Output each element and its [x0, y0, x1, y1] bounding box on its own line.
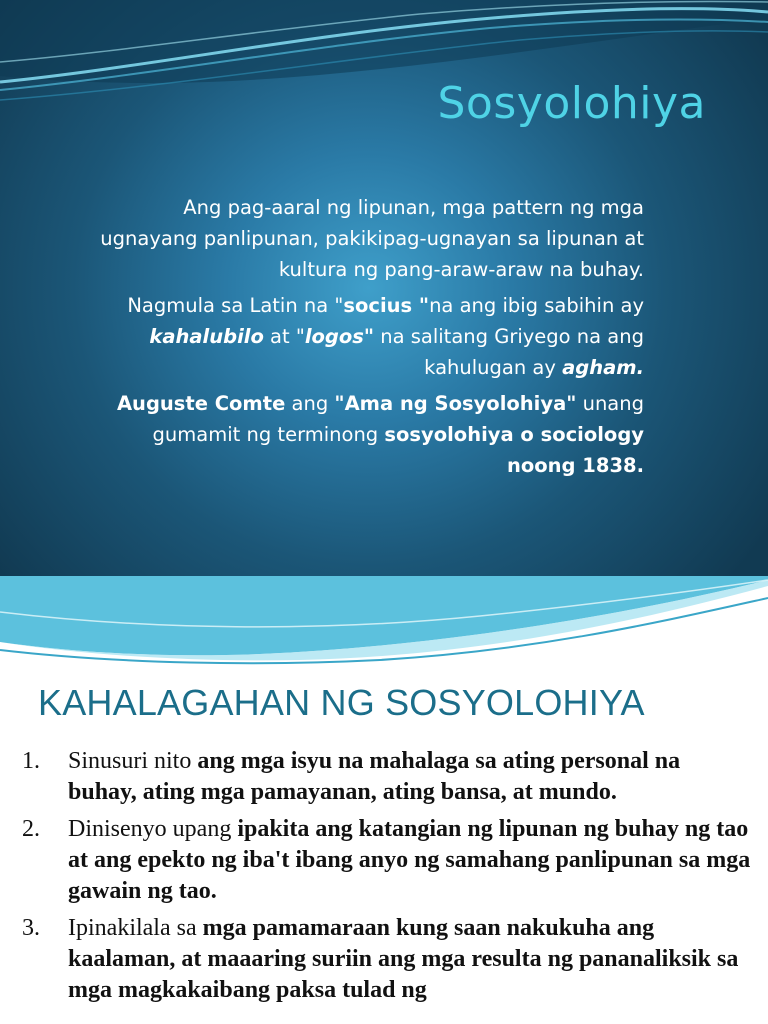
item-bold-text: ipakita ang katangian ng lipunan ng buhay ng tao at ang epekto ng iba't ibang anyo ng samahang panlipunan sa mga gawain ng tao.	[68, 816, 751, 904]
decorative-wave-top	[0, 576, 768, 666]
list-number: 3.	[22, 915, 40, 941]
section-heading: KAHALAGAHAN NG SOSYOLOHIYA	[38, 682, 645, 723]
title-ama-ng-sosyolohiya: "Ama ng Sosyolohiya"	[334, 392, 577, 415]
etymology-paragraph	[84, 290, 644, 383]
importance-list	[22, 746, 752, 1012]
item-lead-text: Sinusuri nito	[68, 748, 198, 774]
list-item	[22, 746, 752, 808]
list-number: 1.	[22, 748, 40, 774]
term-socius: socius "	[343, 294, 430, 317]
item-lead-text: Ipinakilala sa	[68, 915, 203, 941]
text-run: ang	[285, 392, 335, 415]
text-run: Nagmula sa Latin na "	[127, 294, 344, 317]
list-number: 2.	[22, 816, 40, 842]
item-lead-text: Dinisenyo upang	[68, 816, 238, 842]
definition-paragraph: Ang pag-aaral ng lipunan, mga pattern ng mga ugnayang panlipunan, pakikipag-ugnayan sa lipunan at kultura ng pang-araw-araw na buhay.	[100, 196, 644, 281]
text-run: na ang ibig sabihin ay	[429, 294, 644, 317]
text-run: unang gumamit ng terminong	[152, 392, 644, 446]
term-logos: logos"	[304, 325, 375, 348]
list-item	[22, 814, 752, 907]
term-sociology-1838: sosyolohiya o sociology noong 1838.	[384, 423, 644, 477]
slide-body	[84, 192, 644, 486]
comte-paragraph	[84, 388, 644, 481]
text-run: na salitang Griyego na ang kahulugan ay	[374, 325, 644, 379]
item-bold-text: ang mga isyu na mahalaga sa ating personal na buhay, ating mga pamayanan, ating bansa, at mundo.	[68, 748, 681, 805]
term-kahalubilo: kahalubilo	[149, 325, 264, 348]
item-bold-text: mga pamamaraan kung saan nakukuha ang kaalaman, at maaaring suriin ang mga resulta ng pananaliksik sa mga magkakaibang paksa tulad ng	[68, 915, 739, 1003]
name-auguste-comte: Auguste Comte	[116, 392, 286, 415]
term-agham: agham.	[562, 356, 644, 379]
list-item	[22, 913, 752, 1006]
slide-kahalagahan	[0, 576, 768, 1024]
text-run: at "	[263, 325, 305, 348]
slide-title: Sosyolohiya	[437, 78, 706, 129]
